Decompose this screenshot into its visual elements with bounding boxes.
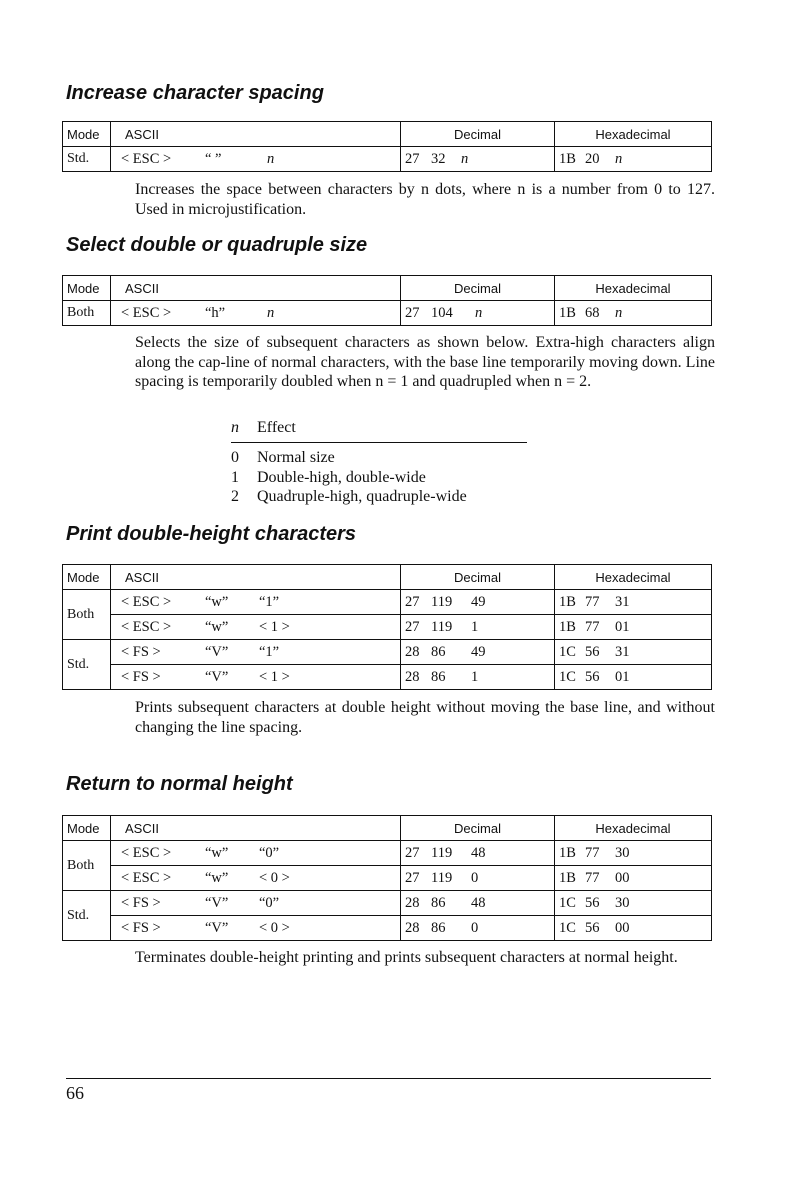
effect-row: 1 Double-high, double-wide — [231, 468, 426, 486]
table-row — [63, 891, 712, 916]
ascii-cell: < ESC > “h” n — [111, 301, 401, 326]
hex-cell: 1B 77 01 — [555, 615, 712, 640]
header-hex: Hexadecimal — [555, 816, 712, 841]
page-number: 66 — [66, 1083, 84, 1103]
ascii-cell: < ESC > “w” < 1 > — [111, 615, 401, 640]
table-row — [63, 866, 712, 891]
section-title-increase-spacing: Increase character spacing — [66, 82, 324, 104]
hex-cell: 1C 56 31 — [555, 640, 712, 665]
mode-cell: Both — [63, 301, 111, 326]
section-title-select-size: Select double or quadruple size — [66, 234, 368, 256]
effect-table — [231, 419, 527, 507]
decimal-cell: 28 86 1 — [401, 665, 555, 690]
hex-cell: 1B 77 30 — [555, 841, 712, 866]
header-ascii: ASCII — [111, 122, 401, 147]
mode-cell: Both — [63, 841, 111, 891]
decimal-cell: 27 32 n — [401, 147, 555, 172]
ascii-cell: < ESC > “ ” n — [111, 147, 401, 172]
table-row — [63, 590, 712, 615]
table-row — [63, 615, 712, 640]
ascii-cell: < ESC > “w” “0” — [111, 841, 401, 866]
mode-cell: Std. — [63, 640, 111, 690]
command-table-normal-height — [62, 815, 712, 941]
header-mode: Mode — [63, 565, 111, 590]
decimal-cell: 27 119 1 — [401, 615, 555, 640]
ascii-cell: < ESC > “w” < 0 > — [111, 866, 401, 891]
command-table-select-size — [62, 275, 712, 326]
decimal-cell: 27 119 48 — [401, 841, 555, 866]
header-decimal: Decimal — [401, 816, 555, 841]
table-row — [63, 640, 712, 665]
hex-cell: 1B 68 n — [555, 301, 712, 326]
ascii-cell: < FS > “V” < 1 > — [111, 665, 401, 690]
ascii-cell: < FS > “V” “1” — [111, 640, 401, 665]
hex-cell: 1C 56 01 — [555, 665, 712, 690]
header-hex: Hexadecimal — [555, 565, 712, 590]
header-ascii: ASCII — [111, 816, 401, 841]
section-title-normal-height: Return to normal height — [66, 773, 293, 795]
header-mode: Mode — [63, 122, 111, 147]
footer-rule — [66, 1078, 711, 1079]
header-decimal: Decimal — [401, 276, 555, 301]
table-header-row — [63, 565, 712, 590]
mode-cell: Std. — [63, 891, 111, 941]
section-description: Prints subsequent characters at double height without moving the base line, and without changing the line spacing. — [135, 699, 715, 736]
table-header-row — [63, 122, 712, 147]
table-header-row — [63, 816, 712, 841]
decimal-cell: 27 119 49 — [401, 590, 555, 615]
table-header-row — [63, 276, 712, 301]
decimal-cell: 28 86 0 — [401, 916, 555, 941]
decimal-cell: 27 119 0 — [401, 866, 555, 891]
command-table-double-height — [62, 564, 712, 690]
table-row — [63, 665, 712, 690]
header-mode: Mode — [63, 276, 111, 301]
section-description: Increases the space between characters by n dots, where n is a number from 0 to 127. Used in microjustification. — [135, 181, 715, 218]
table-row — [63, 916, 712, 941]
decimal-cell: 28 86 49 — [401, 640, 555, 665]
section-title-double-height: Print double-height characters — [66, 523, 357, 545]
header-ascii: ASCII — [111, 565, 401, 590]
header-decimal: Decimal — [401, 565, 555, 590]
effect-table-header — [231, 419, 527, 443]
header-ascii: ASCII — [111, 276, 401, 301]
effect-header-effect: Effect — [257, 419, 296, 436]
table-row — [63, 841, 712, 866]
command-table-increase-spacing — [62, 121, 712, 172]
effect-header-n: n — [231, 419, 239, 436]
decimal-cell: 27 104 n — [401, 301, 555, 326]
hex-cell: 1C 56 30 — [555, 891, 712, 916]
ascii-cell: < FS > “V” “0” — [111, 891, 401, 916]
header-decimal: Decimal — [401, 122, 555, 147]
effect-row: 2 Quadruple-high, quadruple-wide — [231, 488, 467, 505]
mode-cell: Std. — [63, 147, 111, 172]
header-mode: Mode — [63, 816, 111, 841]
header-hex: Hexadecimal — [555, 276, 712, 301]
effect-row: 0 Normal size — [231, 449, 335, 466]
hex-cell: 1B 77 31 — [555, 590, 712, 615]
mode-cell: Both — [63, 590, 111, 640]
section-description: Selects the size of subsequent characters as shown below. Extra-high characters align along the cap-line of normal characters, with the base line temporarily moving down. Line spacing is temporarily doubled when n = 1 and quadrupled when n = 2. — [135, 334, 715, 390]
table-row — [63, 301, 712, 326]
decimal-cell: 28 86 48 — [401, 891, 555, 916]
section-description: Terminates double-height printing and prints subsequent characters at normal height. — [135, 949, 678, 966]
ascii-cell: < FS > “V” < 0 > — [111, 916, 401, 941]
hex-cell: 1B 20 n — [555, 147, 712, 172]
hex-cell: 1C 56 00 — [555, 916, 712, 941]
hex-cell: 1B 77 00 — [555, 866, 712, 891]
ascii-cell: < ESC > “w” “1” — [111, 590, 401, 615]
header-hex: Hexadecimal — [555, 122, 712, 147]
table-row — [63, 147, 712, 172]
